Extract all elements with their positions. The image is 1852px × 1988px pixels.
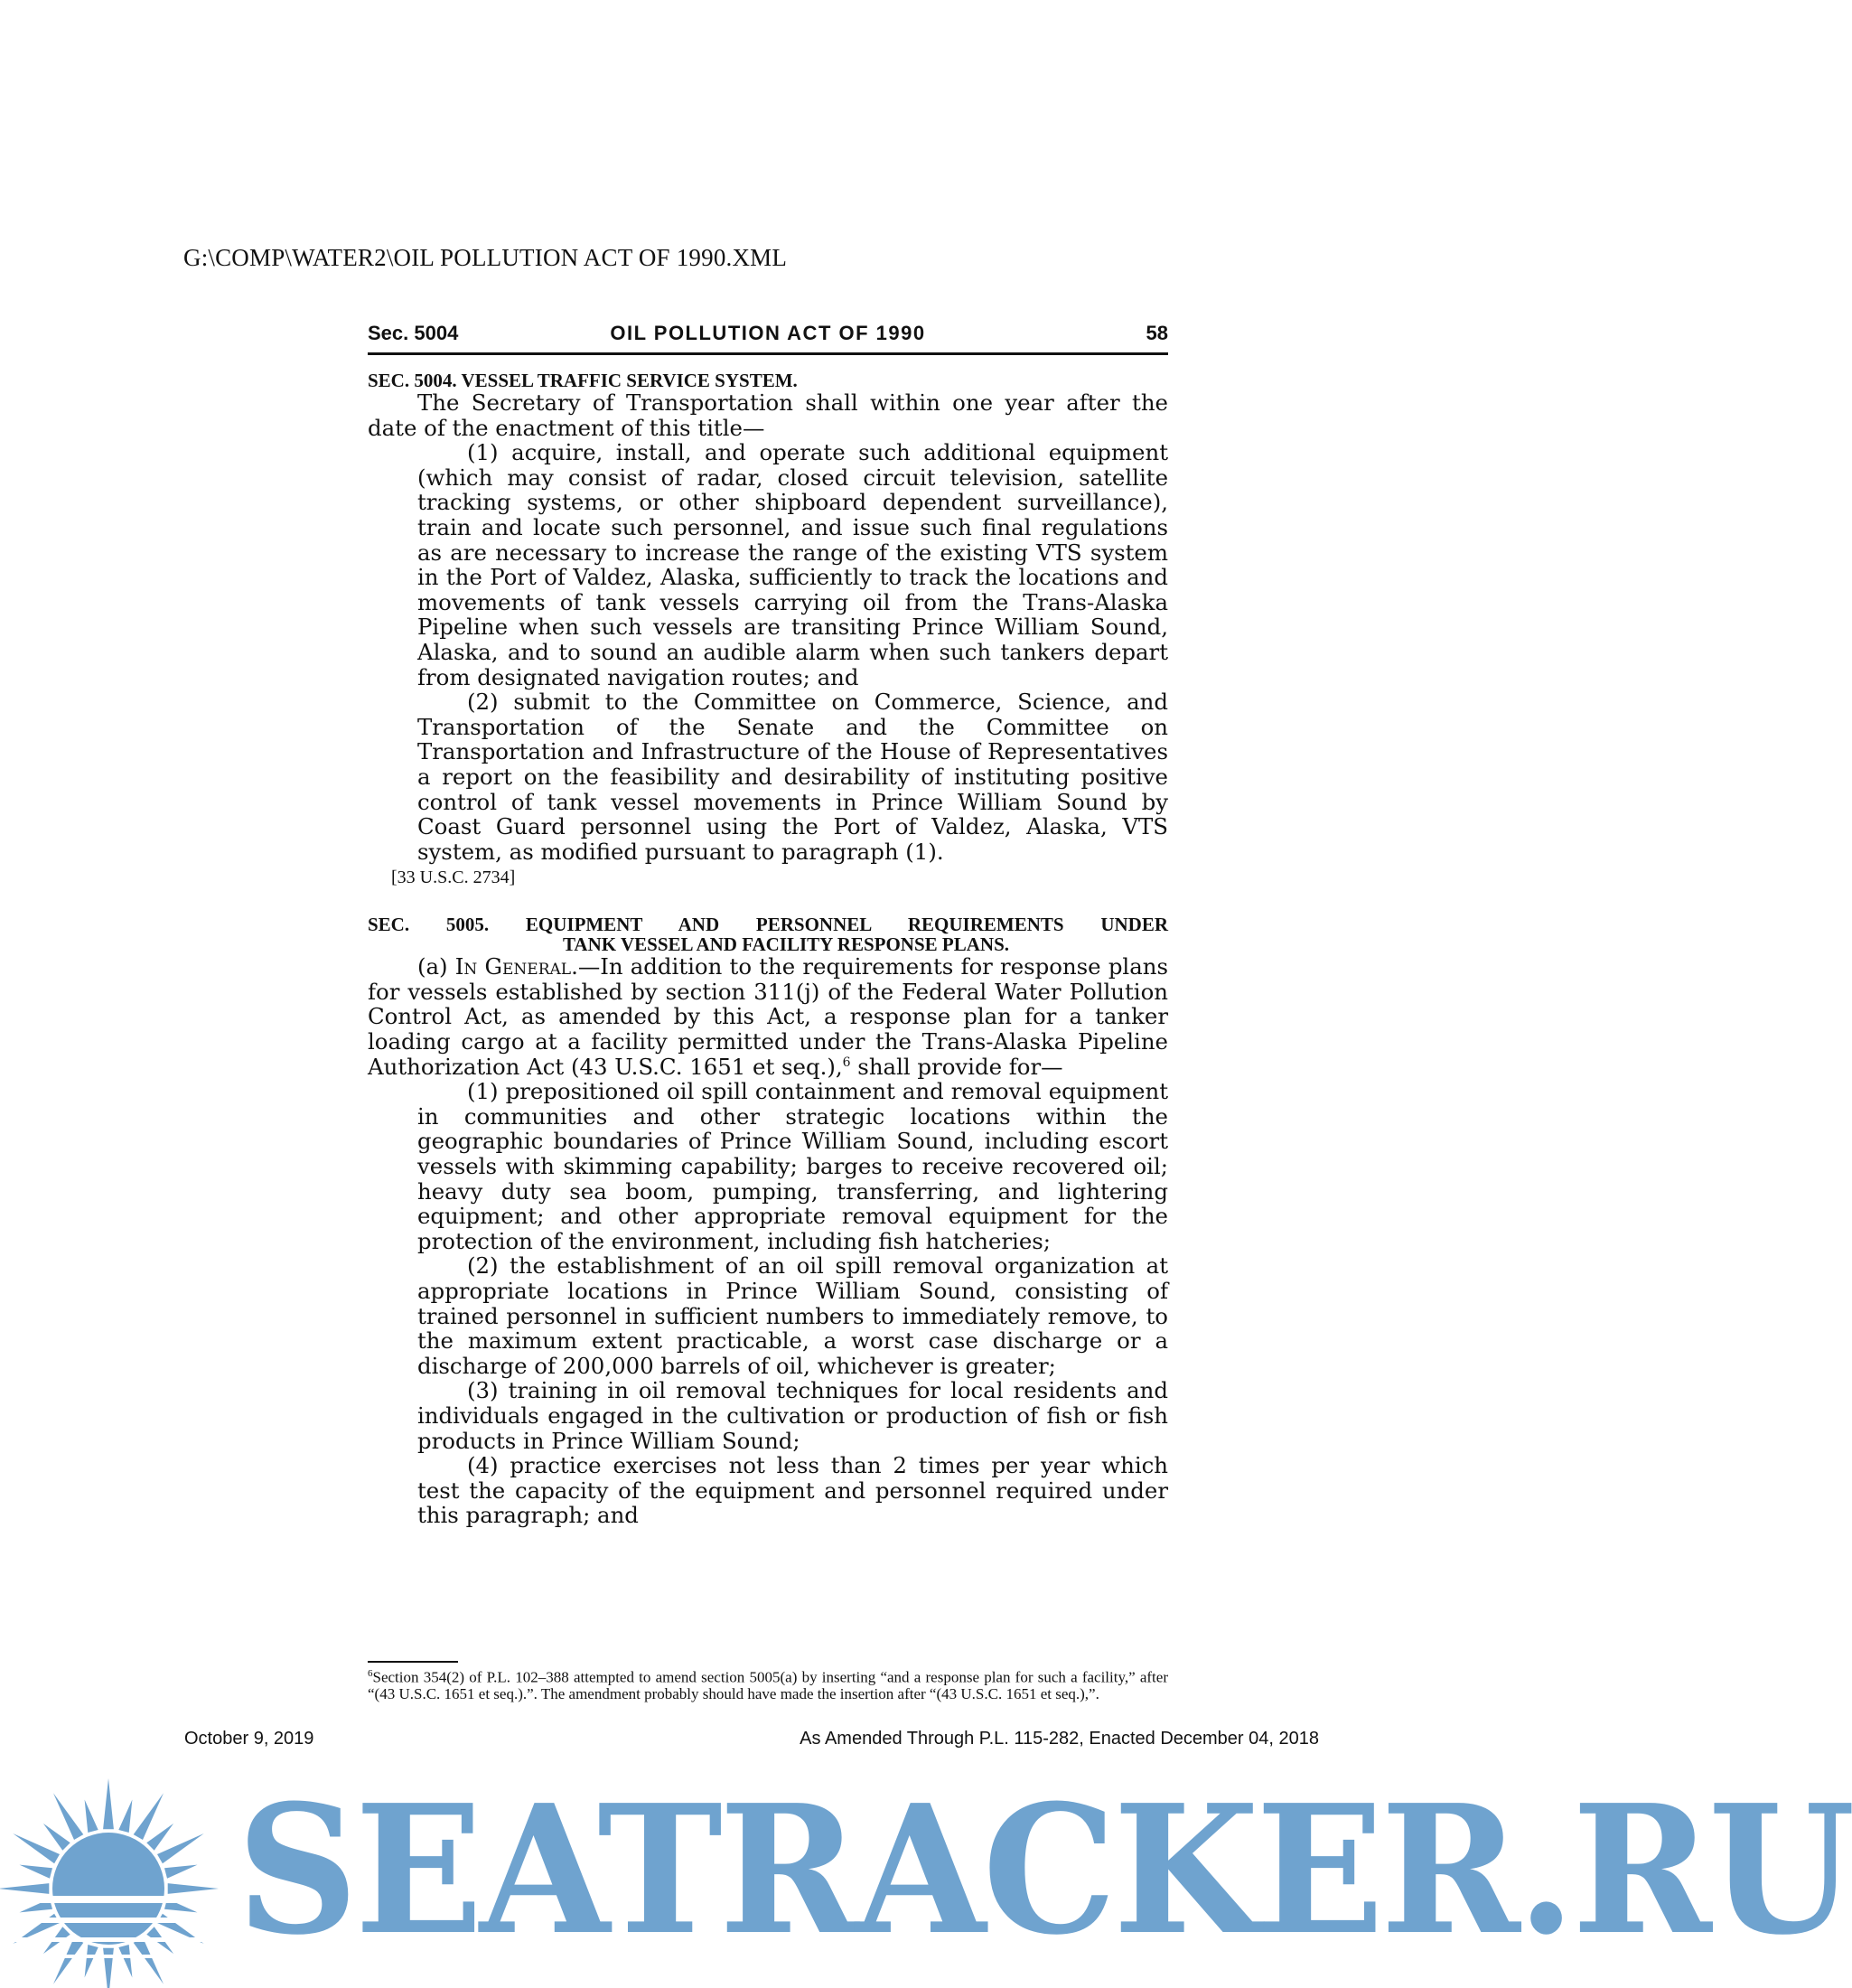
document-body <box>368 370 1168 1528</box>
sun-ray <box>43 1824 70 1851</box>
sun-ray <box>134 1937 164 1984</box>
sun-ray <box>103 1948 114 1988</box>
sun-ray <box>20 1865 53 1879</box>
watermark <box>0 1762 1852 1988</box>
section-5004-citation: [33 U.S.C. 2734] <box>391 867 516 888</box>
subsection-intro: .—In addition to the requirements for response plans for vessels established by section 311(j) of the Federal Water Pollution Control Act, as amended by this Act, a response plan for a tanker loading cargo at a facility permitted under the Trans-Alaska Pipeline Authorization Act (43 U.S.C. 1651 et seq.), <box>368 953 1168 1080</box>
subsection-intro-end: shall provide for— <box>850 1053 1063 1080</box>
sun-ray <box>53 1937 83 1984</box>
section-5004-heading: SEC. 5004. VESSEL TRAFFIC SERVICE SYSTEM. <box>368 370 798 391</box>
running-head <box>368 320 1168 355</box>
running-head-section: Sec. 5004 <box>368 322 459 344</box>
footnote-number: 6 <box>368 1668 373 1679</box>
section-5005-paragraph-1: (1) prepositioned oil spill containment and removal equipment in communities and other strategic locations within the geographic boundaries of Prince William Sound, including escort vessels with skimming capability; barges to receive recovered oil; heavy duty sea boom, pumping, transferring, and lightering equipment; and other appropriate removal equipment for the protection of the environment, including fish hatcheries; <box>417 1078 1168 1254</box>
sun-ray <box>118 1800 132 1833</box>
running-head-title: OIL POLLUTION ACT OF 1990 <box>610 322 926 344</box>
footnote-text: Section 354(2) of P.L. 102–388 attempted to amend section 5005(a) by inserting “and a response plan for such a facility,” after “(43 U.S.C. 1651 et seq.).”. The amendment probably should have made the insertion after “(43 U.S.C. 1651 et seq.),”. <box>368 1668 1168 1702</box>
file-path: G:\COMP\WATER2\OIL POLLUTION ACT OF 1990.XML <box>183 244 788 271</box>
sun-ray <box>53 1793 83 1840</box>
sun-ray <box>85 1945 98 1978</box>
section-5005-heading-line2: TANK VESSEL AND FACILITY RESPONSE PLANS. <box>562 933 1009 956</box>
sun-logo-icon <box>0 1762 226 1988</box>
page-number: 58 <box>1146 322 1168 344</box>
section-5004-intro: The Secretary of Transportation shall within one year after the date of the enactment of this title— <box>368 389 1168 441</box>
subsection-title: In General <box>454 953 572 980</box>
sun-ray <box>157 1833 204 1863</box>
sun-ray <box>168 1883 219 1894</box>
section-5005-subsection-a <box>368 954 1168 1079</box>
footer-date: October 9, 2019 <box>184 1729 314 1749</box>
sun-ray <box>103 1778 114 1829</box>
section-5004-paragraph-1: (1) acquire, install, and operate such additional equipment (which may consist of radar, closed circuit television, satellite tracking systems, or other shipboard dependent surveillance), train and locate such personnel, and issue such final regulations as are necessary to increase the range of the existing VTS system in the Port of Valdez, Alaska, sufficiently to track the locations and movements of tank vessels carrying oil from the Trans-Alaska Pipeline when such vessels are transiting Prince William Sound, Alaska, and to sound an audible alarm when such tankers depart from designated navigation routes; and <box>417 439 1168 690</box>
section-5005-paragraph-2: (2) the establishment of an oil spill removal organization at appropriate locations in Prince William Sound, consisting of trained personnel in sufficient numbers to immediately remove, to the maximum extent practicable, a worst case discharge or a discharge of 200,000 barrels of oil, whichever is greater; <box>417 1252 1168 1379</box>
footer-amended: As Amended Through P.L. 115-282, Enacted December 04, 2018 <box>800 1729 1319 1749</box>
sun-ray <box>85 1800 98 1833</box>
sun-ray <box>13 1833 60 1863</box>
sun-ray <box>0 1883 49 1894</box>
section-5005-heading <box>368 914 1168 954</box>
subsection-label: (a) <box>417 953 448 980</box>
section-5005-heading-line1: SEC. 5005. EQUIPMENT AND PERSONNEL REQUIREMENTS UNDER <box>368 914 1168 936</box>
watermark-text: SEATRACKER.RU <box>237 1767 1852 1974</box>
section-5005-paragraph-4: (4) practice exercises not less than 2 times per year which test the capacity of the equipment and personnel required under this paragraph; and <box>417 1452 1168 1529</box>
sun-ray <box>146 1824 173 1851</box>
footnote-reference[interactable]: 6 <box>842 1055 851 1070</box>
footnote-rule <box>368 1661 458 1663</box>
sun-ray <box>134 1793 164 1840</box>
section-5004-paragraph-2: (2) submit to the Committee on Commerce, Science, and Transportation of the Senate and the Committee on Transportation and Infrastructure of the House of Representatives a report on the feasibility and desirability of instituting positive control of tank vessel movements in Prince William Sound by Coast Guard personnel using the Port of Valdez, Alaska, VTS system, as modified pursuant to paragraph (1). <box>417 689 1168 865</box>
sun-ray <box>118 1945 132 1978</box>
sun-ray <box>164 1865 198 1879</box>
footnote <box>368 1665 1168 1702</box>
section-5005-paragraph-3: (3) training in oil removal techniques for local residents and individuals engaged in the cultivation or production of fish or fish products in Prince William Sound; <box>417 1377 1168 1454</box>
